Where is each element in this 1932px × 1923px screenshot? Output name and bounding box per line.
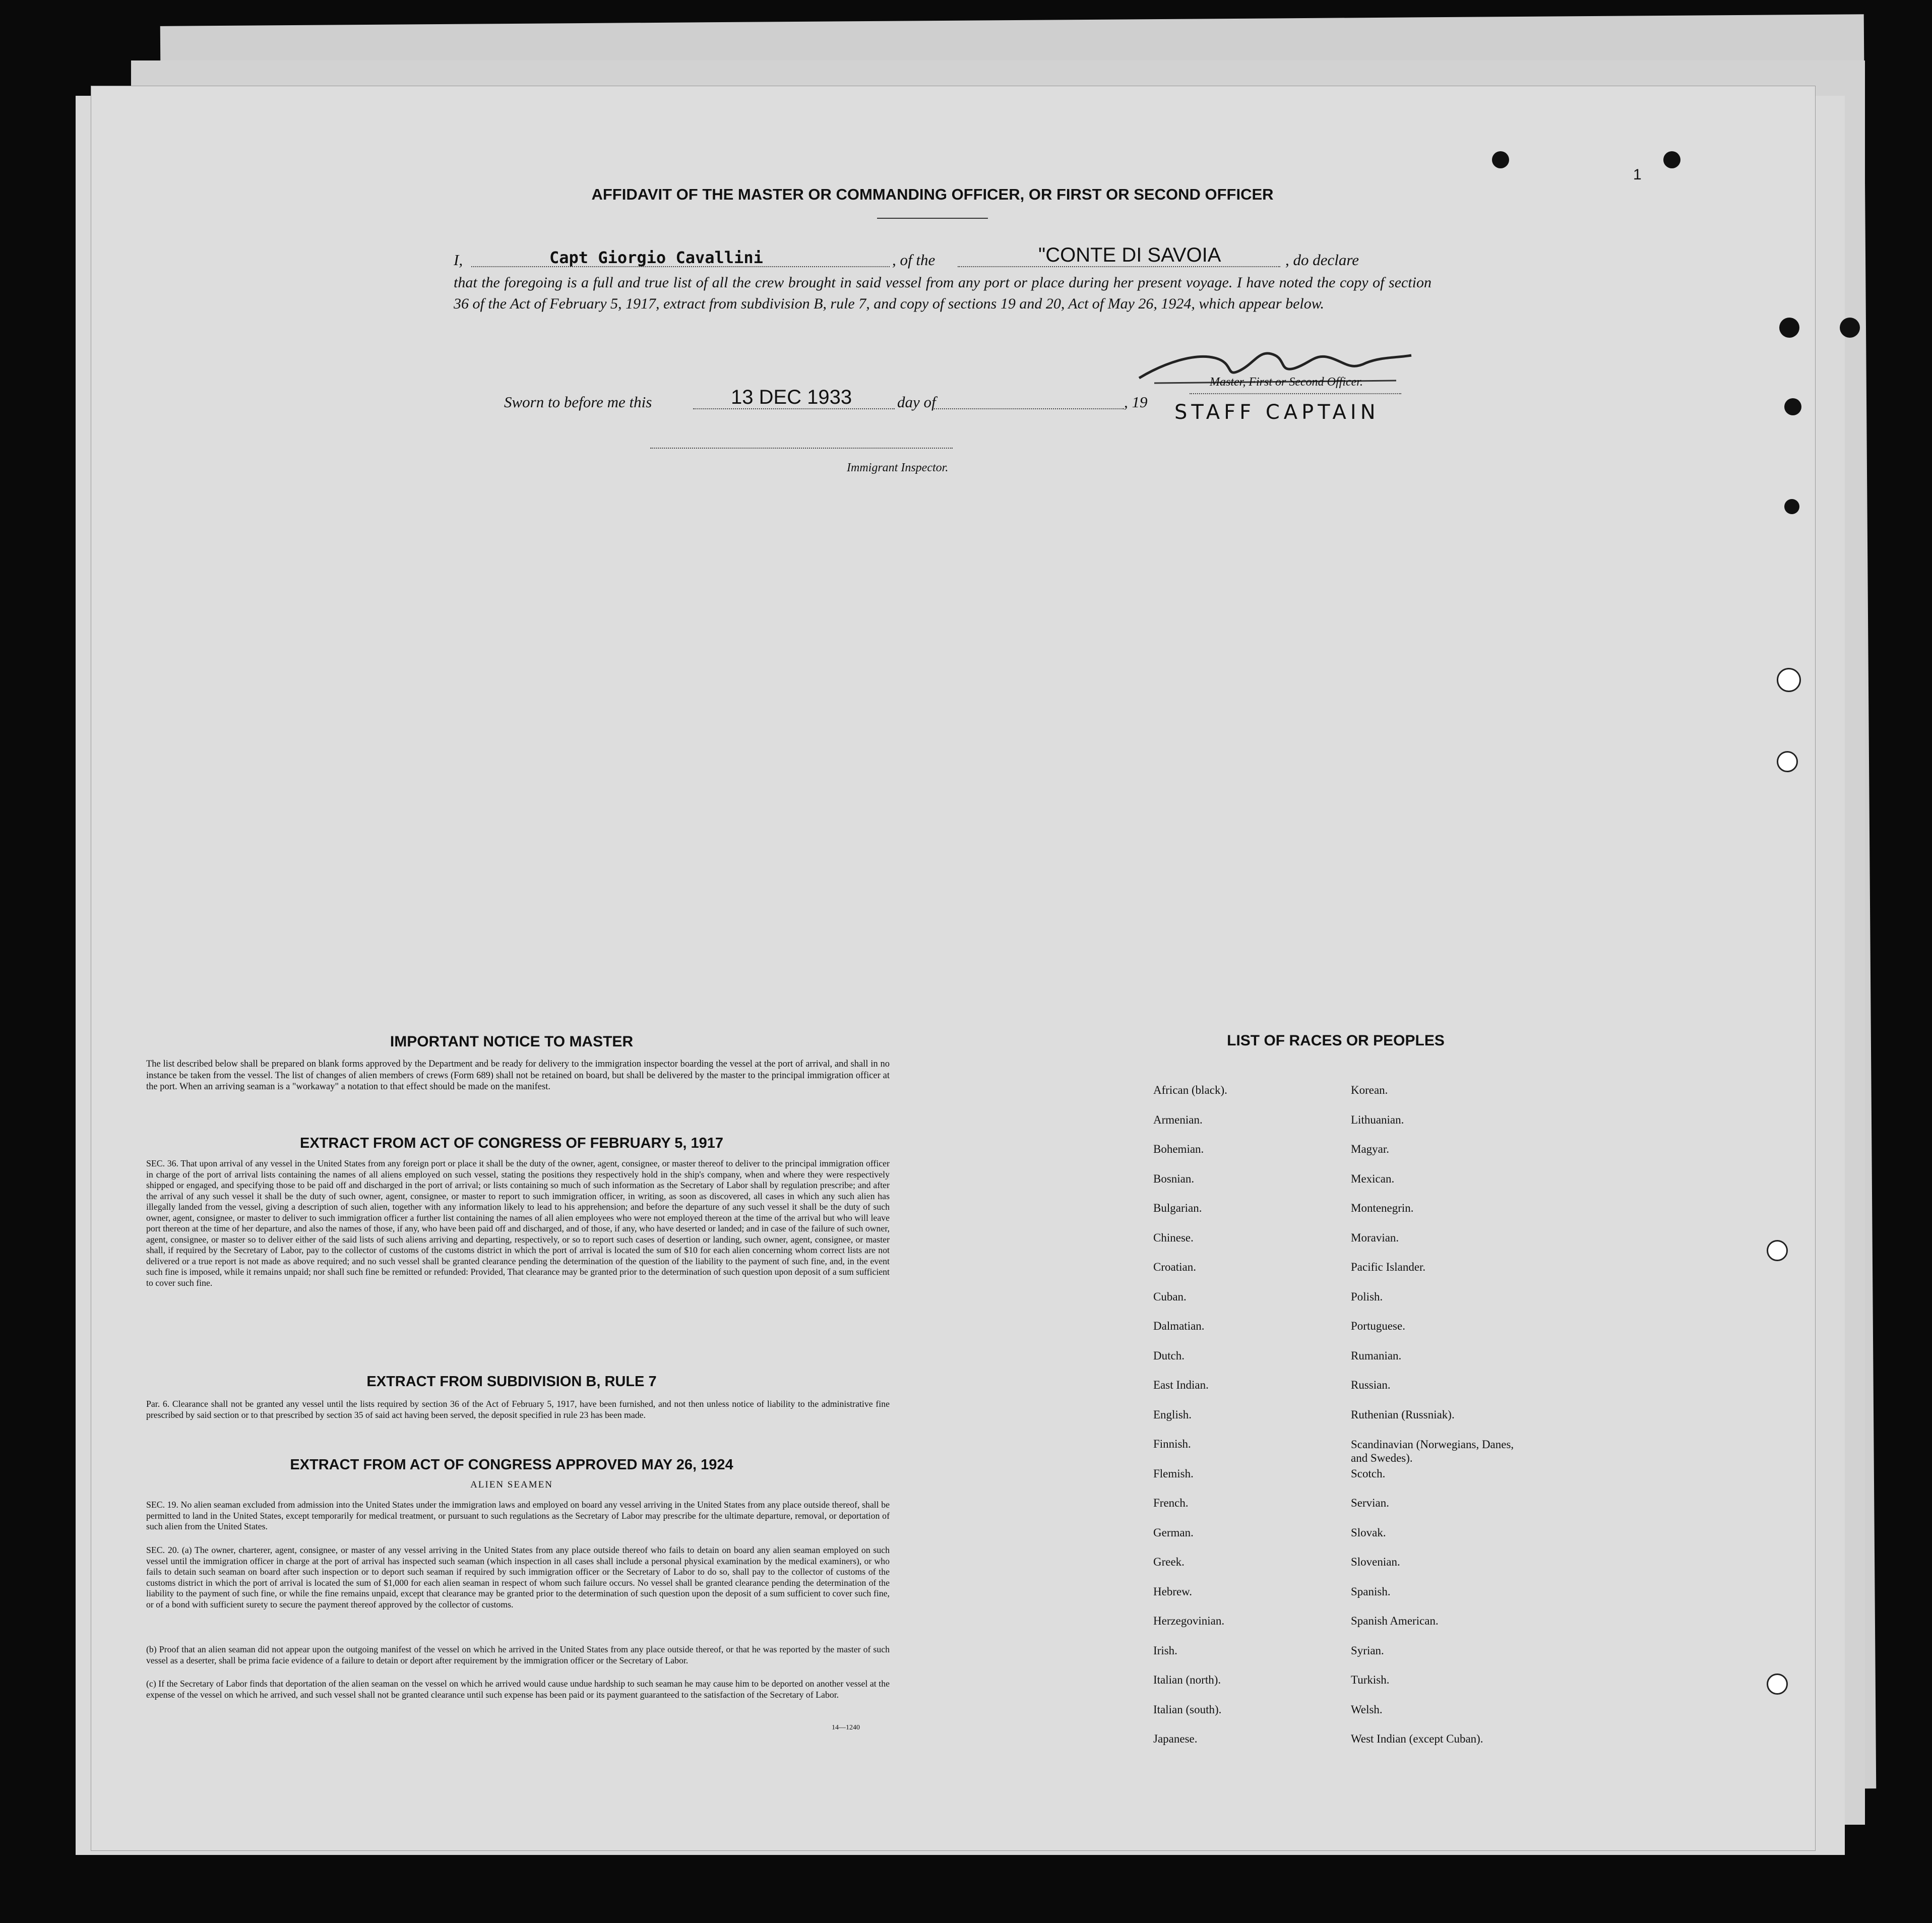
ghost-row (282, 851, 464, 865)
extract-1917-title: EXTRACT FROM ACT OF CONGRESS OF FEBRUARY 5, 1917 (299, 1135, 724, 1151)
extract-rule7-text: Par. 6. Clearance shall not be granted any vessel until the lists required by section 36 of the Act of February 5, 1917, have been furnished, and not then unless notice of liability to the administrative fine prescribed by said section or to that prescribed by section 35 of said act having been served, the deposit specified in rule 23 has been made. (146, 1399, 890, 1420)
race-item: Hebrew. (1153, 1585, 1193, 1598)
ghost-row (282, 471, 464, 485)
ghost-row (282, 734, 464, 748)
signature-line (1190, 393, 1401, 394)
race-item: Polish. (1351, 1290, 1383, 1303)
signature-caption: Master, First or Second Officer. (1210, 376, 1363, 389)
sworn-label: Sworn to before me this (504, 393, 652, 411)
sec-20b-text: (b) Proof that an alien seaman did not appear upon the outgoing manifest of the vessel on which he arrived in the United States from any place outside thereof, or that he was reported by the master of such vessel as a deserter, shall be prima facie evidence of a failure to detain or deport after requirement by the immigration officer or the Secretary of Labor. (146, 1644, 890, 1665)
extract-rule7-title: EXTRACT FROM SUBDIVISION B, RULE 7 (366, 1374, 657, 1390)
year-label: , 19 (1124, 393, 1148, 411)
vessel-name: "CONTE DI SAVOIA (1038, 244, 1221, 266)
race-item: Cuban. (1153, 1290, 1187, 1303)
inspector-line (650, 448, 953, 449)
punch-hole (1840, 318, 1860, 338)
punch-hole (1767, 1240, 1788, 1261)
ghost-row (282, 764, 464, 777)
do-declare-label: , do declare (1285, 251, 1359, 269)
ghost-row (282, 501, 464, 514)
punch-hole (1784, 398, 1801, 415)
page-number: 1 (1633, 166, 1642, 183)
race-item: East Indian. (1153, 1379, 1209, 1391)
day-of-label: day of (897, 393, 936, 411)
race-item: Spanish. (1351, 1585, 1391, 1598)
inspector-caption: Immigrant Inspector. (847, 461, 949, 474)
sec-20c-text: (c) If the Secretary of Labor finds that deportation of the alien seaman on the vessel on which he arrived would cause undue hardship to such seaman he may cause him to be deported on another vessel at the expense of the vessel on which he arrived, and such vessel shall not be granted clearance until such expense has been paid or its payment guaranteed to the satisfaction of the Secretary of Labor. (146, 1679, 890, 1700)
race-item: Spanish American. (1351, 1615, 1439, 1627)
race-item: Scandinavian (Norwegians, Danes, and Swedes). (1351, 1438, 1514, 1464)
ghost-row (282, 1114, 464, 1128)
affidavit-body: that the foregoing is a full and true list of all the crew brought in said vessel from any port or place during her present voyage. I have noted the copy of section 36 of the Act of February 5, 1917, extract from subdivision B, rule 7, and copy of sections 19 and 20, Act of May 26, 1924, which appear below. (454, 274, 1431, 312)
ghost-row (282, 822, 464, 836)
race-item: Russian. (1351, 1379, 1391, 1391)
sec-19-text: SEC. 19. No alien seaman excluded from admission into the United States under the immigration laws and employed on board any vessel arriving in the United States from any place outside thereof, shall be permitted to land in the United States, except temporarily for medical treatment, or pursuant to such regulations as the Secretary of Labor may prescribe for the ultimate departure, removal, or deportation of such alien from the United States. (146, 1500, 890, 1531)
race-item: Irish. (1153, 1644, 1177, 1657)
punch-hole (1492, 151, 1509, 168)
race-item: Flemish. (1153, 1467, 1194, 1480)
race-item: Croatian. (1153, 1261, 1196, 1273)
race-item: Ruthenian (Russniak). (1351, 1408, 1455, 1421)
race-item: Portuguese. (1351, 1320, 1405, 1332)
race-item: West Indian (except Cuban). (1351, 1732, 1483, 1745)
ghost-row (282, 559, 464, 573)
of-the-label: , of the (892, 251, 936, 269)
race-item: Moravian. (1351, 1231, 1399, 1244)
notice-title: IMPORTANT NOTICE TO MASTER (390, 1033, 634, 1050)
punch-hole (1663, 151, 1680, 168)
race-item: Greek. (1153, 1556, 1185, 1568)
ghost-row (282, 793, 464, 807)
alien-seamen-subtitle: ALIEN SEAMEN (470, 1479, 553, 1490)
race-item: Rumanian. (1351, 1349, 1402, 1362)
month-line (932, 408, 1124, 409)
race-item: Korean. (1351, 1084, 1388, 1096)
ghost-row (282, 998, 464, 1011)
race-item: English. (1153, 1408, 1192, 1421)
race-item: Italian (south). (1153, 1703, 1222, 1716)
punch-hole (1777, 668, 1801, 692)
race-item: Servian. (1351, 1497, 1390, 1509)
race-item: Montenegrin. (1351, 1202, 1414, 1214)
sec-20a-text: SEC. 20. (a) The owner, charterer, agent, consignee, or master of any vessel arriving in the United States from any place outside thereof who fails to detain on board any alien seaman employed on such vessel until the immigration officer in charge at the port of arrival has inspected such seaman (which inspection in all cases shall include a personal physical examination by the medical examiners), or who fails to detain such seaman on board after such inspection or to deport such seaman if required by such immigration officer or the Secretary of Labor to do so, shall pay to the collector of customs of the customs district in which the port of arrival is located the sum of $1,000 for each alien seaman in respect of whom such failure occurs. No vessel shall be granted clearance pending the determination of the liability to the payment of such fine, or while the fine remains unpaid, except that clearance may be granted prior to the determination of such question upon the deposit of a sum sufficient to cover such fine, or of a bond with sufficient surety to secure the payment thereof approved by the collector of customs. (146, 1545, 890, 1609)
punch-hole (1777, 751, 1798, 772)
punch-hole (1779, 318, 1799, 338)
race-item: Lithuanian. (1351, 1113, 1404, 1126)
punch-hole (1767, 1673, 1788, 1695)
punch-hole (1784, 499, 1799, 514)
ghost-row (282, 676, 464, 690)
race-item: French. (1153, 1497, 1189, 1509)
affidavit-title: AFFIDAVIT OF THE MASTER OR COMMANDING OFFICER, OR FIRST OR SECOND OFFICER (591, 185, 1274, 203)
form-number: 14—1240 (832, 1724, 860, 1731)
affidavit-declaration-line (454, 244, 1431, 271)
extract-1917-text: SEC. 36. That upon arrival of any vessel in the United States from any foreign port or place it shall be the duty of the owner, agent, consignee, or master thereof to deliver to the principal immigration officer in charge of the port of arrival lists containing the names of all aliens employed on such vessel, stating the positions they respectively hold in the ship's company, when and where they were respectively shipped or engaged, and specifying those to be paid off and discharged in the port of arrival; or lists containing so much of such information as the Secretary of Labor shall by regulation prescribe; and after the arrival of any such vessel it shall be the duty of such owner, agent, consignee, or master to report to such immigration officer, in writing, as soon as discovered, all cases in which any such alien has illegally landed from the vessel, giving a description of such alien, together with any information likely to lead to his apprehension; and before the departure of any such vessel it shall be the duty of such owner, agent, consignee, or master to deliver to such immigration officer a further list containing the names of all alien employees who were not employed thereon at the time of the arrival but who will leave port thereon at the time of her departure, and also the names of those, if any, who have been paid off and discharged, and of those, if any, who have deserted or landed; and in case of the failure of such owner, agent, consignee, or master so to deliver either of the said lists of such aliens arriving and departing, respectively, or so to report such cases of desertion or landing, such owner, agent, consignee, or master shall, if required by the Secretary of Labor, pay to the collector of customs of the customs district in which the port of arrival is located the sum of $10 for each alien concerning whom correct lists are not delivered or a true report is not made as above required; and no such vessel shall be granted clearance pending the determination of the question of the liability to the payment of such fine, and, in the event such fine is imposed, while it remains unpaid; nor shall such fine be remitted or refunded: Provided, That clearance may be granted prior to the determination of such question upon deposit of a sum sufficient to cover such fine. (146, 1158, 890, 1288)
ghost-row (282, 647, 464, 660)
notice-text: The list described below shall be prepared on blank forms approved by the Department and be ready for delivery to the immigration inspector boarding the vessel at the port of arrival, and shall in no instance be taken from the vessel. The list of changes of alien members of crews (Form 689) shall not be retained on board, but shall be delivered by the master to the principal immigration officer at the port. When an arriving seaman is a "workaway" a notation to that effect should be made on the manifest. (146, 1059, 890, 1092)
race-item: Italian (north). (1153, 1673, 1221, 1686)
race-item: Dutch. (1153, 1349, 1185, 1362)
ghost-row (282, 530, 464, 543)
race-item: Turkish. (1351, 1673, 1390, 1686)
race-item: Finnish. (1153, 1438, 1191, 1450)
race-item: Armenian. (1153, 1113, 1203, 1126)
race-item: Pacific Islander. (1351, 1261, 1426, 1273)
race-item: Chinese. (1153, 1231, 1194, 1244)
race-item: Syrian. (1351, 1644, 1384, 1657)
ghost-row (282, 968, 464, 982)
race-item: Welsh. (1351, 1703, 1383, 1716)
race-item: Magyar. (1351, 1143, 1390, 1155)
race-item: Slovenian. (1351, 1556, 1400, 1568)
sworn-date-stamp: 13 DEC 1933 (731, 386, 852, 408)
ghost-row (282, 617, 464, 631)
race-item: African (black). (1153, 1084, 1227, 1096)
race-item: Bulgarian. (1153, 1202, 1202, 1214)
race-item: Scotch. (1351, 1467, 1386, 1480)
race-item: Japanese. (1153, 1732, 1198, 1745)
race-item: Mexican. (1351, 1172, 1395, 1185)
race-item: Slovak. (1351, 1526, 1386, 1539)
race-item: Bohemian. (1153, 1143, 1204, 1155)
extract-1924-title: EXTRACT FROM ACT OF CONGRESS APPROVED MAY 26, 1924 (290, 1457, 733, 1473)
divider (877, 218, 988, 219)
races-title: LIST OF RACES OR PEOPLES (1227, 1032, 1445, 1049)
ghost-row (282, 705, 464, 719)
sworn-line (504, 386, 1169, 415)
race-item: Herzegovinian. (1153, 1615, 1225, 1627)
race-item: Bosnian. (1153, 1172, 1195, 1185)
master-name: Capt Giorgio Cavallini (549, 248, 763, 267)
ghost-row (282, 881, 464, 894)
ghost-row (282, 939, 464, 953)
ghost-row (282, 588, 464, 602)
staff-captain-stamp: STAFF CAPTAIN (1174, 401, 1380, 424)
ghost-row (282, 910, 464, 923)
race-item: Dalmatian. (1153, 1320, 1205, 1332)
i-label: I, (454, 251, 463, 269)
race-item: German. (1153, 1526, 1194, 1539)
